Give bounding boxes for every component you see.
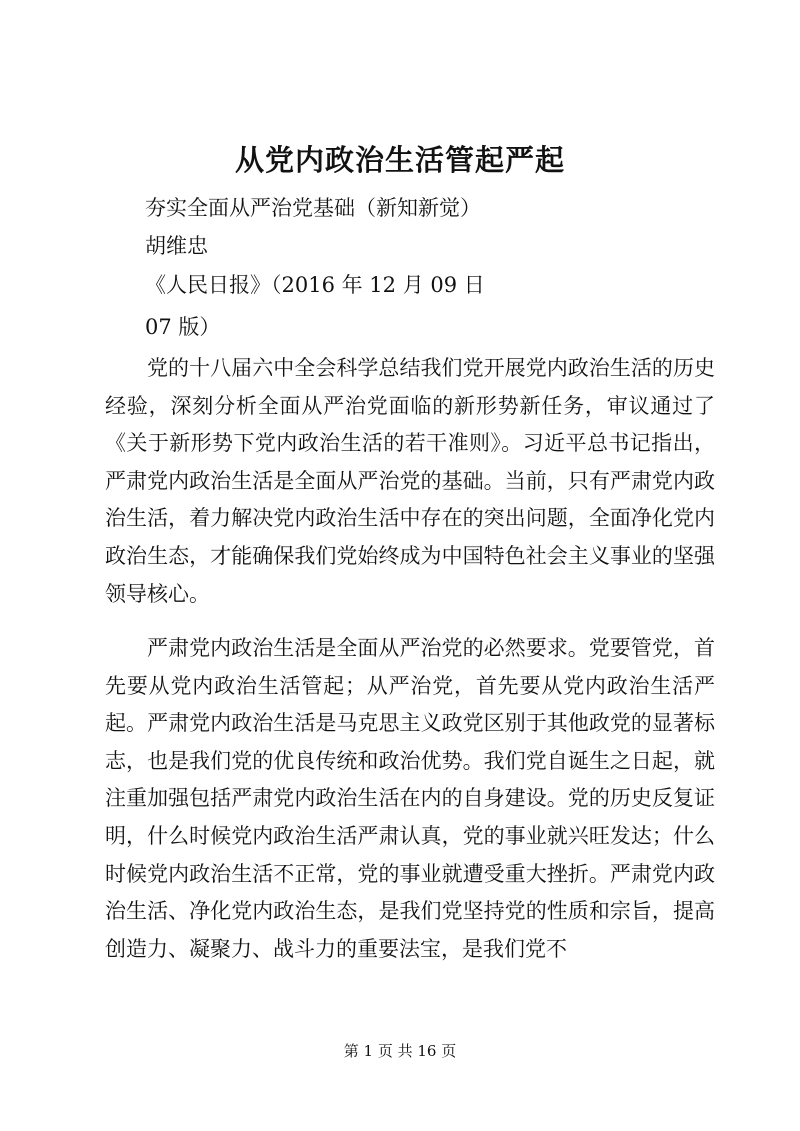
source-line-2: 07 版） xyxy=(145,315,221,339)
author-name: 胡维忠 xyxy=(145,234,208,258)
document-title: 从党内政治生活管起严起 xyxy=(234,143,565,177)
document-subtitle: 夯实全面从严治党基础（新知新觉） xyxy=(145,196,481,220)
body-paragraph-2: 严肃党内政治生活是全面从严治党的必然要求。党要管党，首先要从党内政治生活管起；从严治党，首先要从党内政治生活严起。严肃党内政治生活是马克思主义政党区别于其他政党的显著标志，也是我们党的优良传统和政治优势。我们党自诞生之日起，就注重加强包括严肃党内政治生活在内的自身建设。党的历史反复证明，什么时候党内政治生活严肃认真，党的事业就兴旺发达；什么时候党内政治生活不正常，党的事业就遭受重大挫折。严肃党内政治生活、净化党内政治生态，是我们党坚持党的性质和宗旨，提高创造力、凝聚力、战斗力的重要法宝，是我们党不 xyxy=(105,636,715,961)
source-line-1: 《人民日报》（2016 年 12 月 09 日 xyxy=(145,273,485,297)
body-paragraph-1: 党的十八届六中全会科学总结我们党开展党内政治生活的历史经验，深刻分析全面从严治党面临的新形势新任务，审议通过了《关于新形势下党内政治生活的若干准则》。习近平总书记指出，严肃党内政治生活是全面从严治党的基础。当前，只有严肃党内政治生活，着力解决党内政治生活中存在的突出问题，全面净化党内政治生态，才能确保我们党始终成为中国特色社会主义事业的坚强领导核心。 xyxy=(105,356,715,606)
page-number-footer: 第 1 页 共 16 页 xyxy=(343,1042,457,1060)
